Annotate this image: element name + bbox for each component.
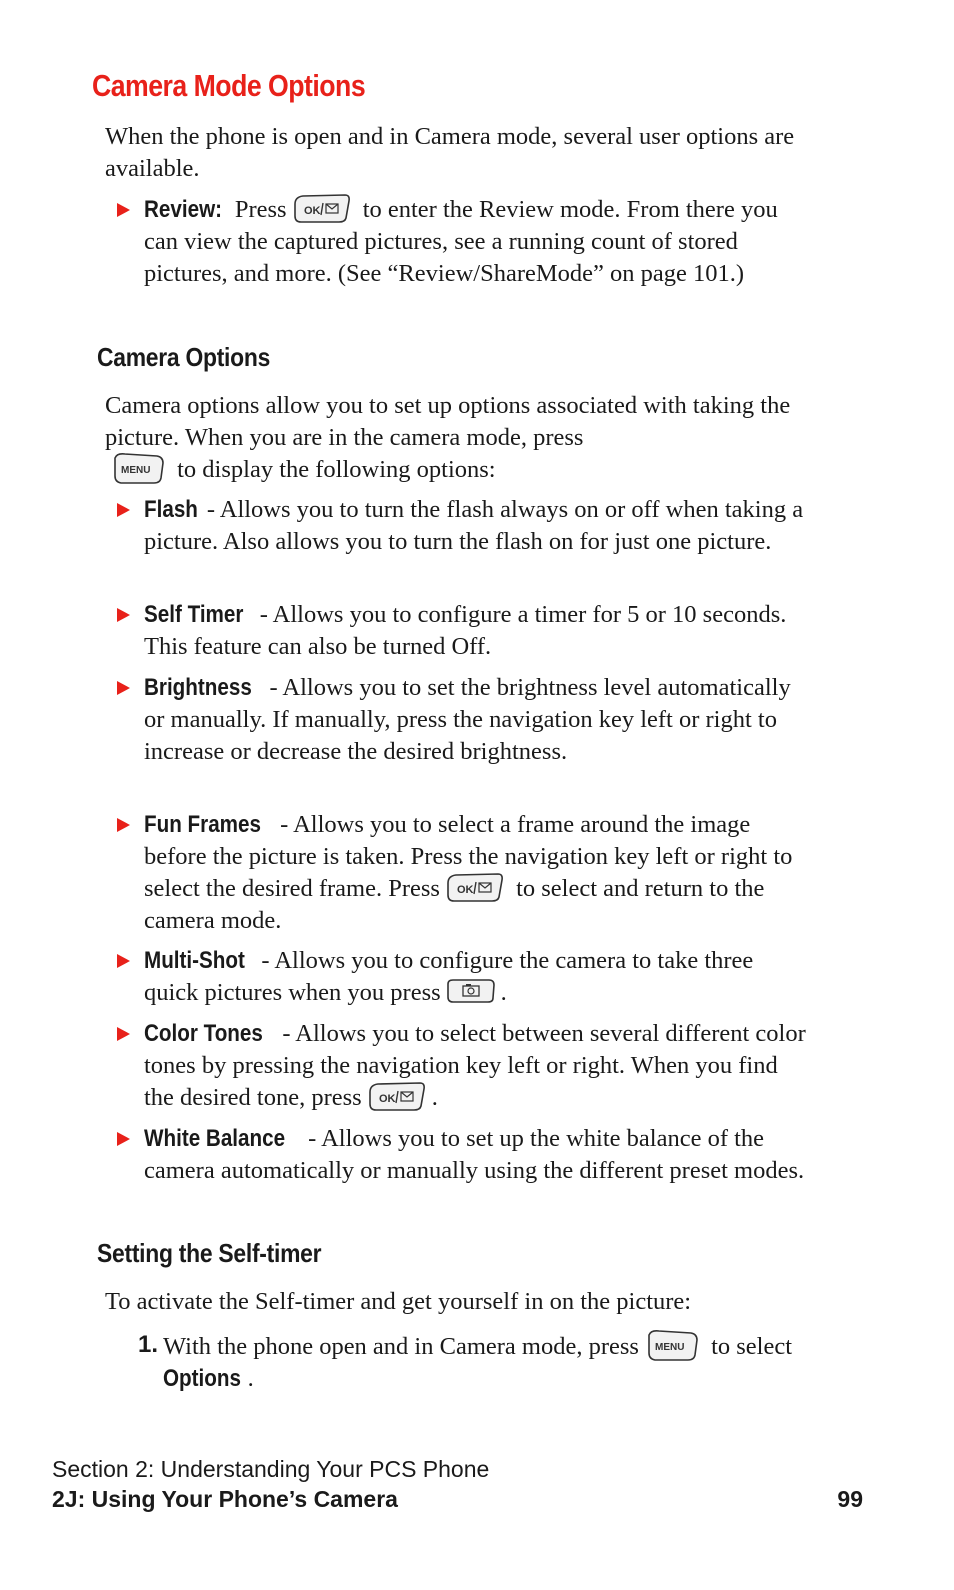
option-term: Fun Frames <box>144 811 261 838</box>
footer-chapter: 2J: Using Your Phone’s Camera <box>52 1486 398 1512</box>
bullet-arrow-icon <box>117 1132 130 1146</box>
option-term: Brightness <box>144 674 252 701</box>
bullet-arrow-icon <box>117 608 130 622</box>
bullet-arrow-icon <box>117 954 130 968</box>
step-text: With the phone open and in Camera mode, press MENU to select Options . <box>163 1331 818 1395</box>
menu-key-icon <box>109 450 167 486</box>
review-term: Review: <box>144 196 223 223</box>
bullet-arrow-icon <box>117 681 130 695</box>
review-text: Review: Press OK to enter the Review mode. From there you can view the captured pictures, see a running count of stored pictures, and more. (See “Review/ShareMode” on page 101.) <box>144 194 809 290</box>
options-term: Options <box>163 1365 241 1393</box>
svg-text:OK: OK <box>456 884 474 897</box>
ok-key-icon <box>444 871 506 903</box>
camera-key-icon <box>445 978 497 1004</box>
option-term: Flash <box>144 496 198 523</box>
section-heading: Camera Mode Options <box>92 68 366 103</box>
svg-text:MENU: MENU <box>121 465 151 477</box>
self-timer-heading: Setting the Self-timer <box>97 1238 322 1268</box>
svg-text:OK: OK <box>378 1093 396 1106</box>
bullet-arrow-icon <box>117 1027 130 1041</box>
menu-key-icon <box>643 1327 701 1363</box>
ok-key-icon <box>291 192 353 224</box>
ok-key-icon <box>366 1080 428 1112</box>
step-number: 1. <box>138 1331 159 1358</box>
camera-options-heading: Camera Options <box>97 342 271 372</box>
option-term: White Balance <box>144 1125 286 1152</box>
intro-paragraph: When the phone is open and in Camera mode, several user options are available. <box>105 123 795 182</box>
svg-text:MENU: MENU <box>654 1342 685 1354</box>
bullet-arrow-icon <box>117 818 130 832</box>
bullet-arrow-icon <box>117 503 130 517</box>
option-term: Multi-Shot <box>144 947 245 974</box>
footer-section: Section 2: Understanding Your PCS Phone <box>52 1456 490 1482</box>
bullet-arrow-icon <box>117 203 130 217</box>
manual-page: Camera Mode Options When the phone is open and in Camera mode, several user options are available. Review: Press OK to enter the Review mode. From there you can view the captured pictures, see a running count of stored pictures, and more. (See “Review/ShareMode” on page 101.) Camera Options Camera options allow you to set up options associated with taking the picture. When you are in the camera mode, press MENU to display the following options: Flash - Allows you to turn the flash always on or off when taking a picture. Also allows you to turn the flash on for just one picture. Self Timer - Allows you to configure a timer for 5 or 10 seconds. This feature can also be turned Off. Brightness - Allows you to set the brightness level automatically or manually. If manually, press the navigation key left or right to increase or decrease the desired brightness. Fun Frames - Allows you to select a frame around the image before the picture is taken. Press the navigation key left or right to select the desired frame. Press OK to select and return to the camera mode. Multi-Shot - Allows you to configure the camera to take three quick pictures when you press . Color Tones - Allows you to select between several different color tones by pressing the navigation key left or right. When you find the desired tone, press OK . White Balance - Allows you to set up the white balance of the camera automatically or manually using the different preset modes. Setting the Self-timer To activate the Self-timer and get yourself in on the picture: 1. With the phone open and in Camera mode, press MENU to select Options . Section 2: Understanding Your PCS Phone 2J: Using Your Phone’s Camera 99 <box>52 68 863 1512</box>
self-timer-intro: To activate the Self-timer and get yourself in on the picture: <box>105 1288 692 1315</box>
page-number: 99 <box>837 1486 863 1512</box>
option-term: Self Timer <box>144 601 244 628</box>
svg-text:OK: OK <box>303 205 321 218</box>
option-term: Color Tones <box>144 1020 263 1047</box>
camera-options-intro: Camera options allow you to set up options associated with taking the picture. When you are in the camera mode, press MENU to display the following options: <box>105 390 805 486</box>
